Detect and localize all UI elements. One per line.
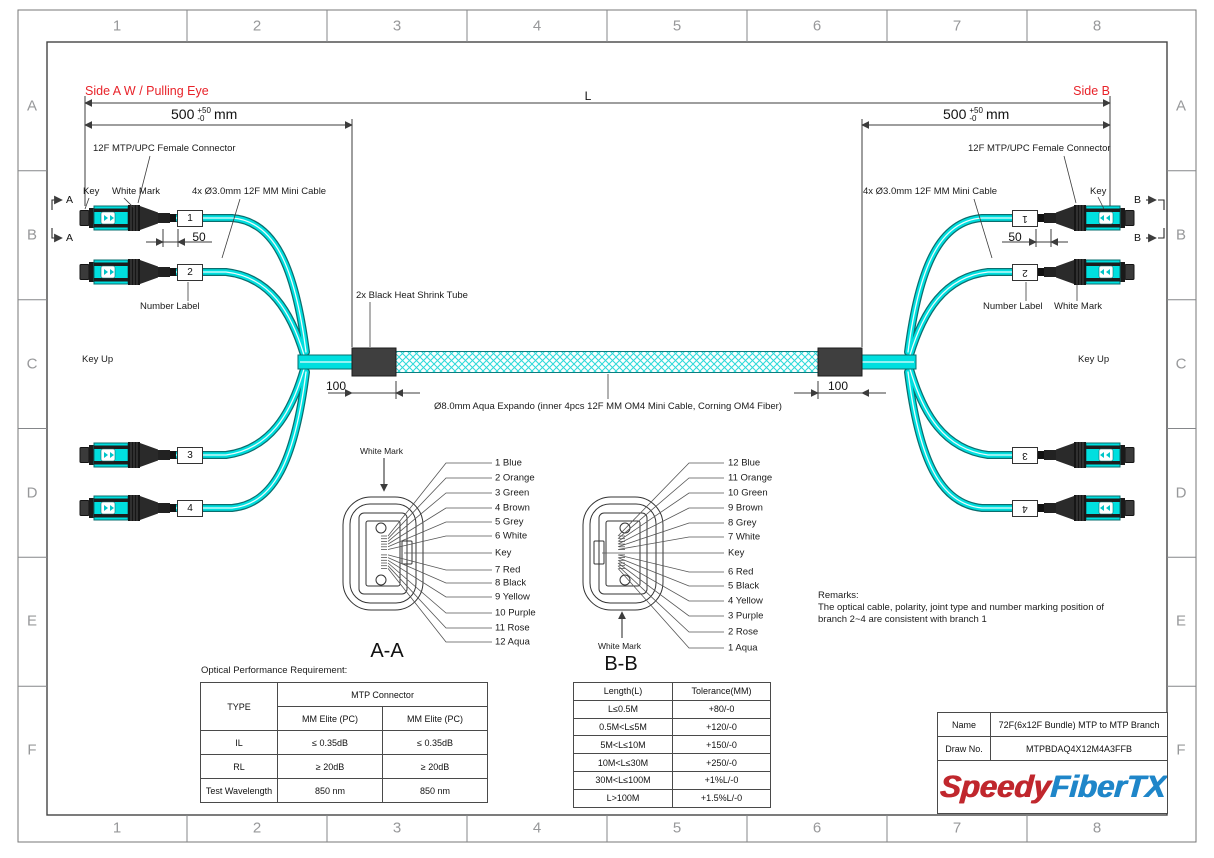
grid-row-label-right: D	[1175, 484, 1187, 502]
optical-cell: Test Wavelength	[201, 779, 278, 803]
fiber-label-aa: 6 White	[495, 530, 528, 542]
branch-number-label-1: 1	[177, 210, 203, 227]
grid-row-label-right: A	[1175, 97, 1187, 115]
title-block-name-label: Name	[938, 713, 991, 737]
key-up-label-left: Key Up	[82, 354, 114, 365]
grid-row-label-left: A	[26, 97, 38, 115]
branch-number-label-4: 4	[177, 500, 203, 517]
tolerance-cell: +1.5%L/-0	[673, 789, 771, 807]
fiber-label-bb: 9 Brown	[728, 502, 763, 514]
fiber-label-bb: 10 Green	[728, 487, 768, 499]
section-letter-a: A	[66, 232, 74, 244]
dim-unit: mm	[213, 106, 238, 122]
section-letter-b: B	[1134, 194, 1142, 206]
grid-col-label-bottom: 4	[532, 819, 542, 837]
fiber-label-bb: 12 Blue	[728, 457, 761, 469]
dimension-100-right: 100	[827, 379, 849, 393]
remarks-line: branch 2~4 are consistent with branch 1	[818, 614, 987, 625]
grid-col-label-bottom: 7	[952, 819, 962, 837]
section-title-bb: B-B	[604, 653, 638, 675]
grid-col-label-top: 6	[812, 17, 822, 35]
fiber-label-bb: 7 White	[728, 531, 761, 543]
section-title-aa: A-A	[370, 640, 404, 662]
branch-number-label-2: 2	[177, 264, 203, 281]
fiber-label-bb: 6 Red	[728, 566, 754, 578]
tolerance-cell: 10M<L≤30M	[574, 754, 673, 772]
grid-row-label-right: B	[1175, 226, 1187, 244]
grid-row-label-left: F	[27, 741, 37, 759]
grid-row-label-right: E	[1175, 612, 1187, 630]
key-label-right: Key	[1090, 186, 1107, 197]
grid-col-label-bottom: 6	[812, 819, 822, 837]
optical-group-header: MTP Connector	[278, 683, 488, 707]
grid-row-label-right: F	[1176, 741, 1186, 759]
section-letter-a: A	[66, 194, 74, 206]
mini-cable-label-left: 4x Ø3.0mm 12F MM Mini Cable	[192, 186, 327, 197]
fiber-label-aa: 4 Brown	[495, 502, 530, 514]
fiber-label-aa: 9 Yellow	[495, 591, 530, 603]
side-b-title: Side B	[1073, 84, 1110, 98]
fiber-label-aa: 2 Orange	[495, 472, 535, 484]
branch-number-label-3: 3	[1012, 447, 1038, 464]
grid-row-label-right: C	[1175, 355, 1187, 373]
length-tolerance-table	[573, 682, 771, 808]
grid-col-label-top: 4	[532, 17, 542, 35]
dimension-50-left: 50	[192, 230, 206, 244]
dimension-50-right: 50	[1008, 230, 1022, 244]
grid-row-label-left: B	[26, 226, 38, 244]
connector-label-left: 12F MTP/UPC Female Connector	[93, 143, 236, 154]
tolerance-header-tol: Tolerance(MM)	[673, 683, 771, 701]
grid-col-label-bottom: 2	[252, 819, 262, 837]
aa-fan-lines	[381, 463, 492, 642]
title-block	[937, 712, 1168, 814]
length-dimension-label: L	[584, 89, 592, 103]
grid-col-label-bottom: 5	[672, 819, 682, 837]
remarks-block	[818, 590, 1104, 626]
grid-col-label-top: 5	[672, 17, 682, 35]
grid-row-label-left: D	[26, 484, 38, 502]
company-logo	[938, 761, 1168, 814]
branch-number-label-1: 1	[1012, 210, 1038, 227]
fiber-label-aa: 12 Aqua	[495, 636, 530, 648]
dim-value: 500	[171, 106, 195, 122]
grid-row-label-left: E	[26, 612, 38, 630]
logo-speedy: Speedy	[938, 769, 1052, 804]
title-block-drawno-label: Draw No.	[938, 737, 991, 761]
branch-number-label-4: 4	[1012, 500, 1038, 517]
tolerance-cell: +120/-0	[673, 718, 771, 736]
number-label-right: Number Label	[983, 301, 1043, 312]
grid-col-label-top: 8	[1092, 17, 1102, 35]
grid-col-label-bottom: 3	[392, 819, 402, 837]
heat-shrink-tube-left	[352, 348, 396, 376]
fiber-label-bb: 5 Black	[728, 580, 760, 592]
branch-number-label-2: 2	[1012, 264, 1038, 281]
grid-col-label-top: 2	[252, 17, 262, 35]
remarks-line: The optical cable, polarity, joint type and number marking position of	[818, 602, 1105, 613]
fiber-label-aa: 11 Rose	[495, 622, 530, 634]
trunk-cable	[298, 348, 916, 376]
fiber-label-bb: 2 Rose	[728, 626, 759, 638]
tolerance-cell: 0.5M<L≤5M	[574, 718, 673, 736]
dim-unit: mm	[985, 106, 1010, 122]
fiber-label-bb: 1 Aqua	[728, 642, 758, 654]
grid-col-label-top: 7	[952, 17, 962, 35]
grid-col-label-bottom: 1	[112, 819, 122, 837]
optical-cell: RL	[201, 755, 278, 779]
tolerance-cell: L>100M	[574, 789, 673, 807]
optical-cell: ≥ 20dB	[383, 755, 488, 779]
white-mark-label-bb: White Mark	[598, 641, 641, 651]
dim-value: 500	[943, 106, 967, 122]
tolerance-cell: +80/-0	[673, 700, 771, 718]
mini-cable-label-right: 4x Ø3.0mm 12F MM Mini Cable	[863, 186, 998, 197]
white-mark-label-left: White Mark	[112, 186, 161, 197]
tolerance-header-length: Length(L)	[574, 683, 673, 701]
fiber-label-aa: 5 Grey	[495, 516, 524, 528]
dim-tolerance: +50 -0	[197, 106, 211, 123]
optical-cell: ≥ 20dB	[278, 755, 383, 779]
key-label-left: Key	[83, 186, 100, 197]
title-block-drawno-value: MTPBDAQ4X12M4A3FFB	[991, 737, 1168, 761]
white-mark-label-right: White Mark	[1054, 301, 1103, 312]
dimension-500mm-left	[171, 106, 237, 123]
heat-shrink-label: 2x Black Heat Shrink Tube	[356, 290, 468, 301]
optical-type-header: TYPE	[201, 683, 278, 731]
grid-col-label-top: 3	[392, 17, 402, 35]
tolerance-cell: +150/-0	[673, 736, 771, 754]
number-label-left: Number Label	[140, 301, 200, 312]
fiber-label-bb: 3 Purple	[728, 610, 764, 622]
grid-row-label-left: C	[26, 355, 38, 373]
fiber-label-aa: Key	[495, 547, 512, 559]
fiber-label-aa: 8 Black	[495, 577, 527, 589]
connector-label-right: 12F MTP/UPC Female Connector	[968, 143, 1111, 154]
cross-section-aa	[343, 458, 423, 610]
tolerance-cell: 5M<L≤10M	[574, 736, 673, 754]
cross-section-bb	[583, 497, 663, 638]
fiber-label-bb: Key	[728, 547, 745, 559]
fiber-label-aa: 7 Red	[495, 564, 521, 576]
grid-col-label-bottom: 8	[1092, 819, 1102, 837]
section-letter-b: B	[1134, 232, 1142, 244]
fiber-label-aa: 10 Purple	[495, 607, 536, 619]
white-mark-label-aa: White Mark	[360, 446, 403, 456]
heat-shrink-tube-right	[818, 348, 862, 376]
optical-sub-header: MM Elite (PC)	[383, 707, 488, 731]
fiber-label-bb: 11 Orange	[728, 472, 773, 484]
remarks-title: Remarks:	[818, 590, 859, 601]
dimension-100-left: 100	[325, 379, 347, 393]
grid-col-label-top: 1	[112, 17, 122, 35]
fiber-label-bb: 8 Grey	[728, 517, 757, 529]
optical-performance-table	[200, 682, 488, 803]
branch-number-label-3: 3	[177, 447, 203, 464]
title-block-name-value: 72F(6x12F Bundle) MTP to MTP Branch	[991, 713, 1168, 737]
optical-cell: 850 nm	[383, 779, 488, 803]
optical-cell: ≤ 0.35dB	[383, 731, 488, 755]
optical-cell: ≤ 0.35dB	[278, 731, 383, 755]
expando-label: Ø8.0mm Aqua Expando (inner 4pcs 12F MM OM4 Mini Cable, Corning OM4 Fiber)	[434, 401, 782, 412]
fiber-label-aa: 1 Blue	[495, 457, 522, 469]
fiber-label-bb: 4 Yellow	[728, 595, 763, 607]
optical-cell: IL	[201, 731, 278, 755]
tolerance-cell: 30M<L≤100M	[574, 771, 673, 789]
side-a-title: Side A W / Pulling Eye	[85, 84, 209, 98]
tolerance-cell: +250/-0	[673, 754, 771, 772]
expando-sleeve	[396, 352, 818, 373]
tolerance-cell: +1%L/-0	[673, 771, 771, 789]
optical-table-caption: Optical Performance Requirement:	[201, 665, 348, 676]
optical-sub-header: MM Elite (PC)	[278, 707, 383, 731]
fiber-label-aa: 3 Green	[495, 487, 530, 499]
dimension-500mm-right	[943, 106, 1009, 123]
dim-tolerance: +50 -0	[969, 106, 983, 123]
optical-cell: 850 nm	[278, 779, 383, 803]
tolerance-cell: L≤0.5M	[574, 700, 673, 718]
key-up-label-right: Key Up	[1078, 354, 1110, 365]
logo-fibertx: FiberTX	[1049, 769, 1167, 804]
